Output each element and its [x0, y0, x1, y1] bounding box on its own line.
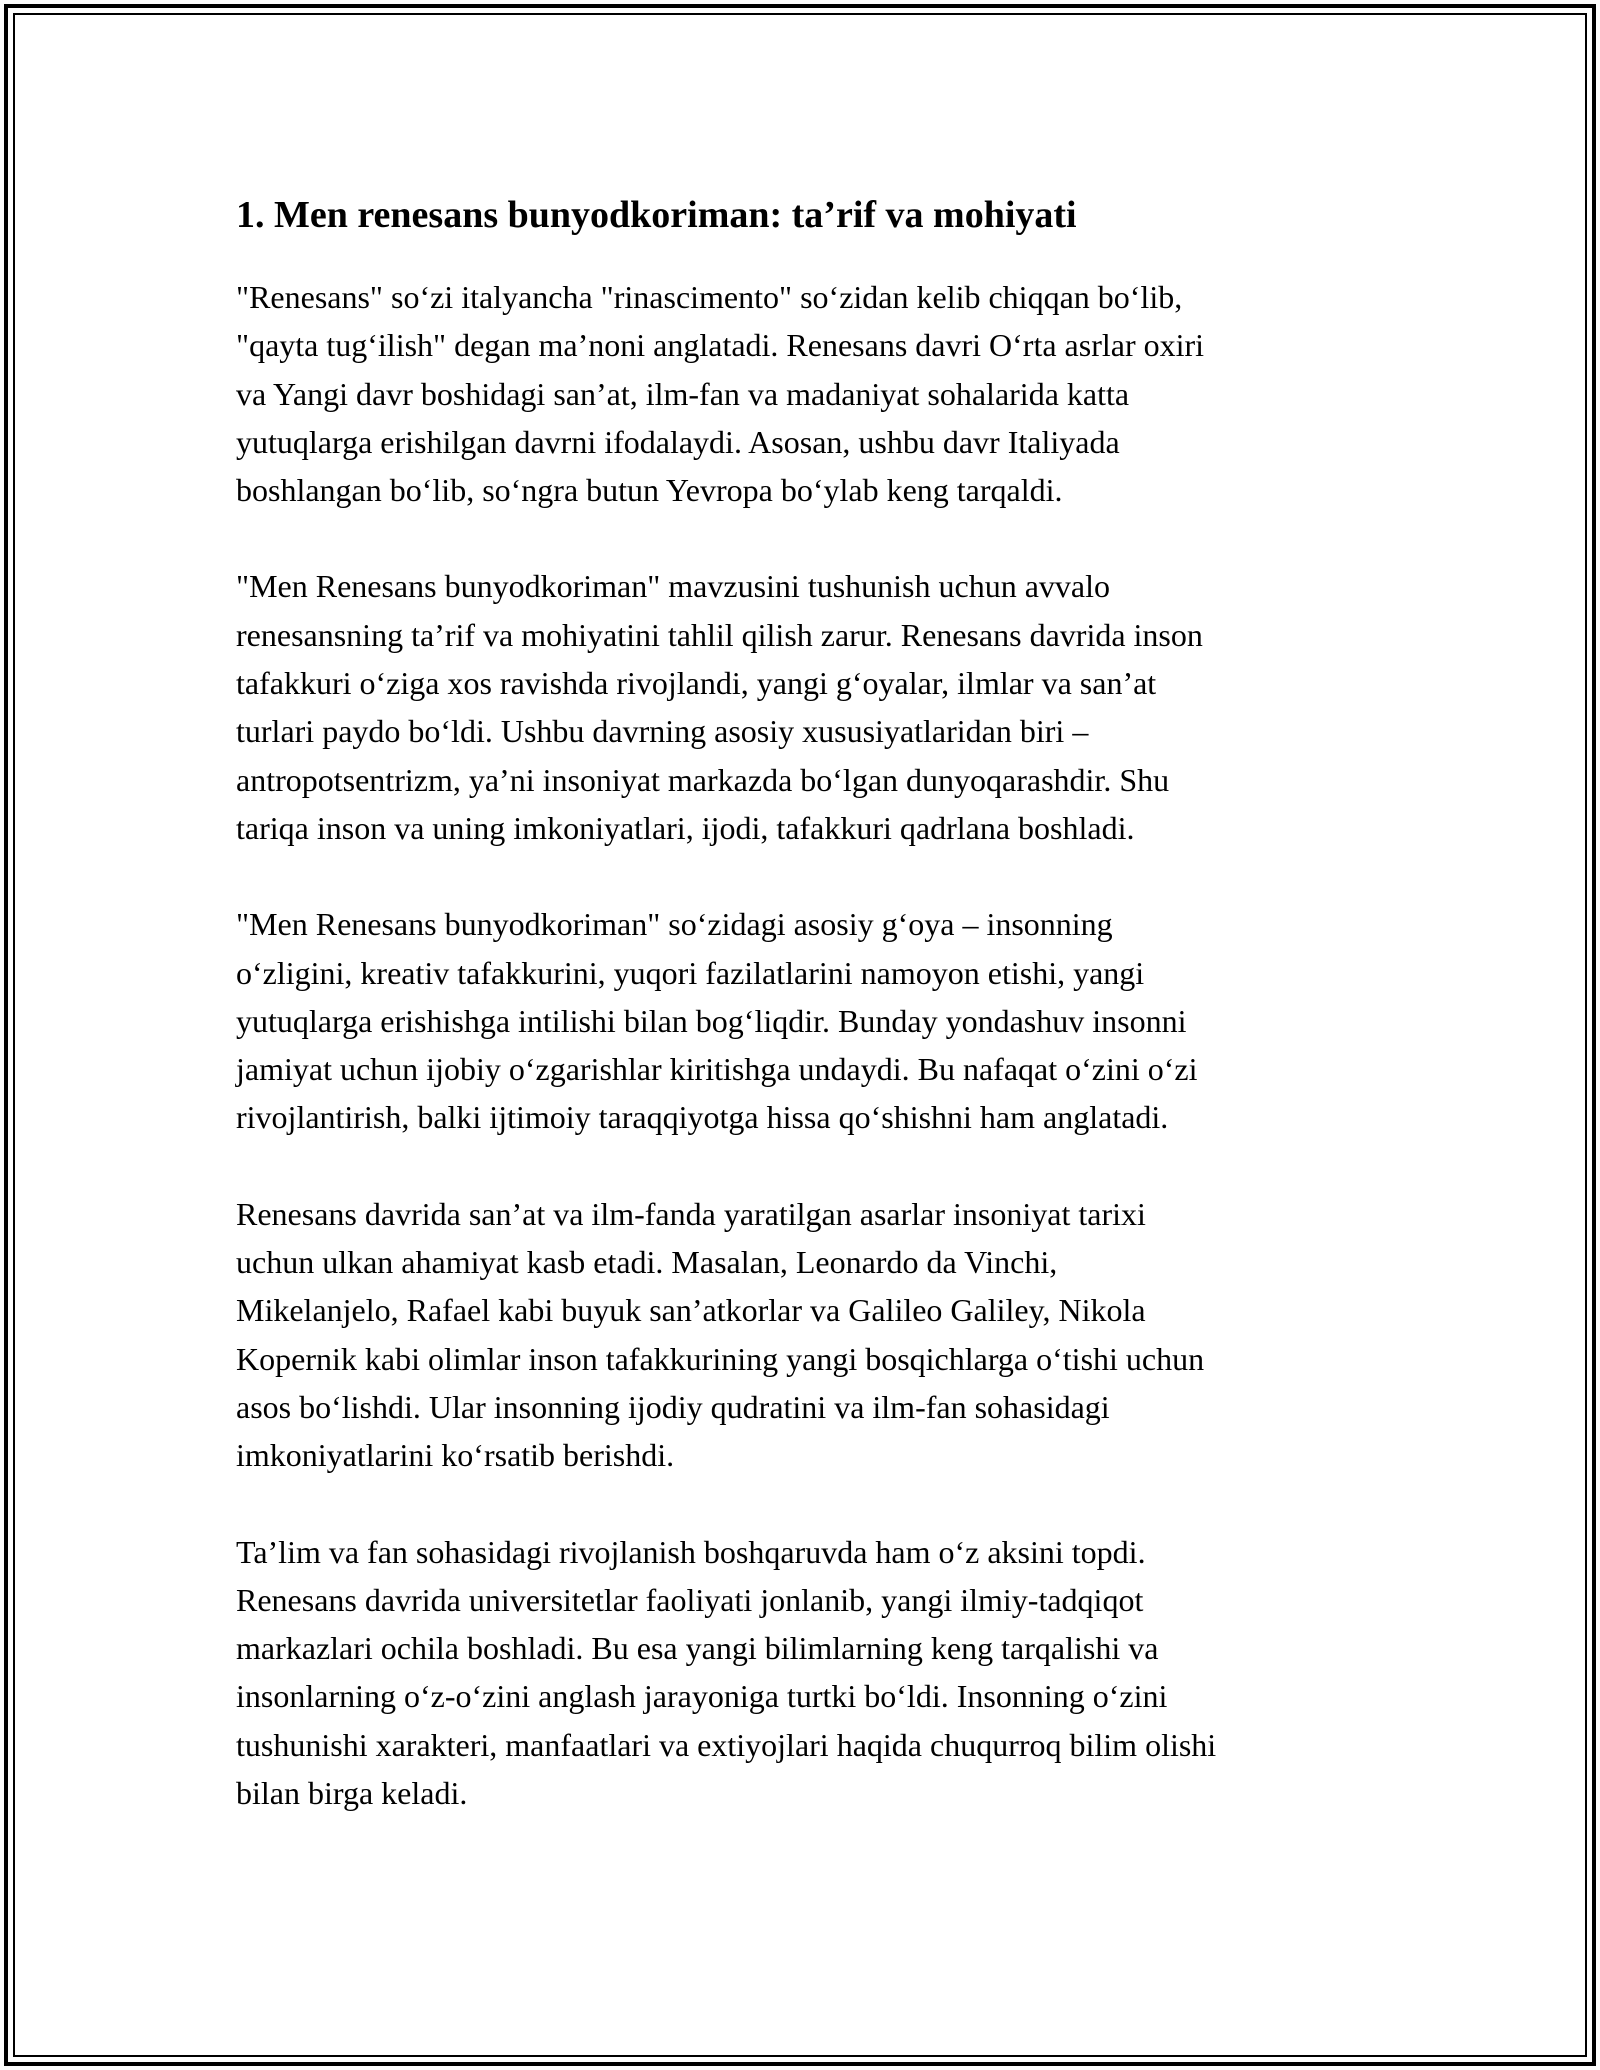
text-line: "Men Renesans bunyodkoriman" so‘zidagi asosiy g‘oya – insonning — [236, 906, 1113, 943]
text-line: va Yangi davr boshidagi san’at, ilm-fan va madaniyat sohalarida katta — [236, 375, 1130, 412]
text-line: o‘zligini, kreativ tafakkurini, yuqori fazilatlarini namoyon etishi, yangi — [236, 954, 1145, 991]
text-line: turlari paydo bo‘ldi. Ushbu davrning asosiy xususiyatlaridan biri – — [236, 713, 1089, 750]
text-line: Renesans davrida universitetlar faoliyati jonlanib, yangi ilmiy-tadqiqot — [236, 1581, 1144, 1618]
section-heading: 1. Men renesans bunyodkoriman: ta’rif va mohiyati — [236, 194, 1077, 236]
text-line: tushunishi xarakteri, manfaatlari va extiyojlari haqida chuqurroq bilim olishi — [236, 1726, 1217, 1763]
paragraph-3 — [236, 900, 1376, 1141]
text-line: tariqa inson va uning imkoniyatlari, ijodi, tafakkuri qadrlana boshladi. — [236, 809, 1135, 846]
text-line: "Men Renesans bunyodkoriman" mavzusini tushunish uchun avvalo — [236, 568, 1110, 605]
text-line: yutuqlarga erishilgan davrni ifodalaydi. Asosan, ushbu davr Italiyada — [236, 423, 1120, 460]
text-line: renesansning ta’rif va mohiyatini tahlil qilish zarur. Renesans davrida inson — [236, 616, 1203, 653]
text-line: Kopernik kabi olimlar inson tafakkurining yangi bosqichlarga o‘tishi uchun — [236, 1340, 1205, 1377]
text-line: imkoniyatlarini ko‘rsatib berishdi. — [236, 1437, 675, 1474]
text-line: Renesans davrida san’at va ilm-fanda yaratilgan asarlar insoniyat tarixi — [236, 1195, 1146, 1232]
text-line: insonlarning o‘z-o‘zini anglash jarayoniga turtki bo‘ldi. Insonning o‘zini — [236, 1678, 1168, 1715]
text-line: jamiyat uchun ijobiy o‘zgarishlar kiritishga undaydi. Bu nafaqat o‘zini o‘zi — [236, 1051, 1198, 1088]
text-line: "Renesans" so‘zi italyancha "rinascimento" so‘zidan kelib chiqqan bo‘lib, — [236, 279, 1183, 315]
text-line: "qayta tug‘ilish" degan ma’noni anglatadi. Renesans davri O‘rta asrlar oxiri — [236, 327, 1205, 364]
text-line: uchun ulkan ahamiyat kasb etadi. Masalan, Leonardo da Vinchi, — [236, 1244, 1058, 1281]
text-line: yutuqlarga erishishga intilishi bilan bog‘liqdir. Bunday yondashuv insonni — [236, 1002, 1187, 1039]
text-line: asos bo‘lishdi. Ular insonning ijodiy qudratini va ilm-fan sohasidagi — [236, 1388, 1110, 1425]
text-line: markazlari ochila boshladi. Bu esa yangi bilimlarning keng tarqalishi va — [236, 1630, 1159, 1667]
text-line: tafakkuri o‘ziga xos ravishda rivojlandi, yangi g‘oyalar, ilmlar va san’at — [236, 665, 1157, 702]
text-line: bilan birga keladi. — [236, 1775, 468, 1812]
document-body — [236, 184, 1376, 1865]
text-line: antropotsentrizm, ya’ni insoniyat markazda bo‘lgan dunyoqarashdir. Shu — [236, 761, 1170, 798]
paragraph-4 — [236, 1190, 1376, 1480]
paragraph-1 — [236, 273, 1376, 514]
text-line: rivojlantirish, balki ijtimoiy taraqqiyotga hissa qo‘shishni ham anglatadi. — [236, 1099, 1169, 1136]
paragraph-5 — [236, 1528, 1376, 1818]
text-line: boshlangan bo‘lib, so‘ngra butun Yevropa bo‘ylab keng tarqaldi. — [236, 472, 1063, 509]
text-line: Mikelanjelo, Rafael kabi buyuk san’atkorlar va Galileo Galiley, Nikola — [236, 1292, 1146, 1329]
paragraph-2 — [236, 562, 1376, 852]
text-line: Ta’lim va fan sohasidagi rivojlanish boshqaruvda ham o‘z aksini topdi. — [236, 1533, 1146, 1570]
